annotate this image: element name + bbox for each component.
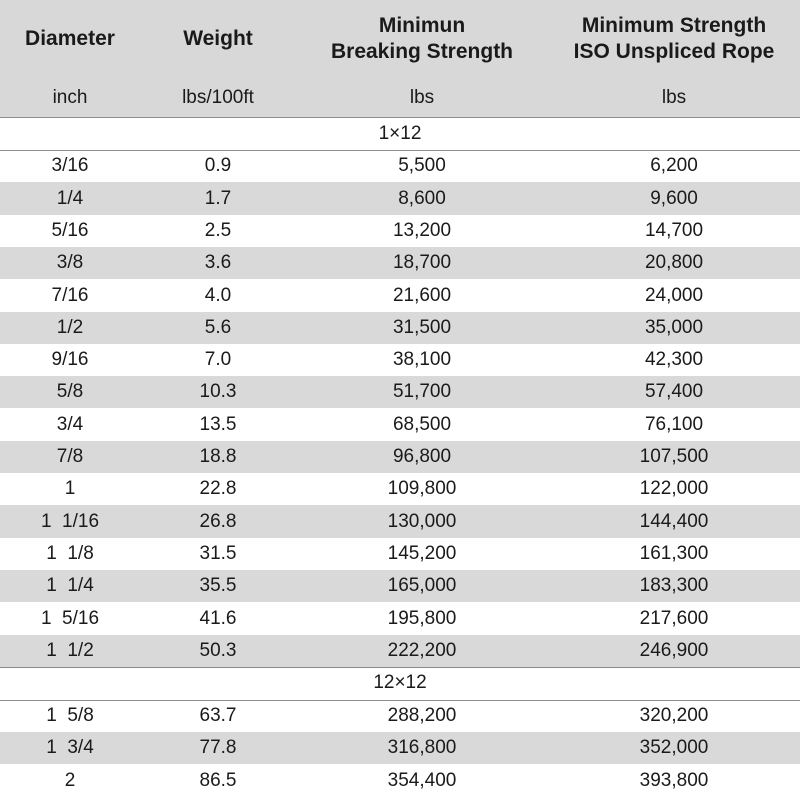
table-row (0, 505, 800, 538)
cell-iso-strength: 246,900 (639, 640, 709, 661)
cell-weight: 2.5 (204, 220, 232, 241)
cell-weight: 31.5 (199, 543, 237, 564)
cell-weight: 7.0 (204, 349, 232, 370)
table-row (0, 215, 800, 247)
cell-diameter: 3/16 (51, 155, 89, 176)
cell-diameter: 7/16 (51, 284, 89, 306)
cell-diameter: 5/16 (51, 220, 89, 241)
cell-iso-strength: 57,400 (644, 381, 704, 402)
table-row (0, 344, 800, 376)
section-title-row (0, 117, 800, 150)
cell-diameter: 9/16 (51, 349, 89, 370)
cell-diameter: 1 1/8 (46, 543, 94, 564)
header-row (0, 0, 800, 78)
table-row (0, 182, 800, 215)
cell-diameter: 1 1/2 (46, 640, 94, 661)
cell-weight: 5.6 (204, 317, 232, 338)
cell-diameter: 1 3/4 (46, 737, 94, 758)
cell-iso-strength: 42,300 (644, 349, 704, 370)
cell-diameter: 1 (64, 478, 76, 499)
cell-diameter: 1/2 (56, 317, 84, 338)
header-diameter: Diameter (25, 27, 115, 50)
unit-breaking-strength: lbs (409, 86, 435, 108)
cell-weight: 18.8 (199, 446, 237, 467)
cell-diameter: 1/4 (56, 187, 84, 209)
cell-breaking-strength: 18,700 (392, 252, 452, 273)
cell-iso-strength: 393,800 (639, 769, 709, 791)
cell-iso-strength: 35,000 (644, 317, 704, 338)
cell-breaking-strength: 31,500 (392, 317, 452, 338)
cell-iso-strength: 320,200 (639, 705, 709, 726)
cell-breaking-strength: 51,700 (392, 381, 452, 402)
cell-iso-strength: 24,000 (644, 284, 704, 306)
cell-iso-strength: 161,300 (639, 543, 709, 564)
cell-diameter: 7/8 (56, 446, 84, 467)
header-iso-strength: Minimum Strength ISO Unspliced Rope (573, 14, 775, 63)
table-row (0, 150, 800, 182)
cell-weight: 35.5 (199, 575, 237, 596)
table-row (0, 570, 800, 602)
cell-diameter: 3/8 (56, 252, 84, 273)
cell-breaking-strength: 145,200 (387, 543, 457, 564)
cell-weight: 41.6 (199, 607, 237, 629)
cell-iso-strength: 144,400 (639, 510, 709, 532)
cell-weight: 50.3 (199, 640, 237, 661)
unit-diameter: inch (52, 86, 88, 108)
cell-weight: 26.8 (199, 510, 237, 532)
cell-iso-strength: 20,800 (644, 252, 704, 273)
cell-breaking-strength: 354,400 (387, 769, 457, 791)
section-divider-bottom (0, 700, 800, 701)
cell-iso-strength: 183,300 (639, 575, 709, 596)
cell-diameter: 1 1/16 (40, 510, 100, 532)
table-row (0, 408, 800, 441)
section-title-row (0, 667, 800, 700)
header-breaking-strength: Minimun Breaking Strength (330, 14, 514, 63)
cell-weight: 63.7 (199, 705, 237, 726)
cell-weight: 3.6 (204, 252, 232, 273)
cell-weight: 77.8 (199, 737, 237, 758)
cell-weight: 22.8 (199, 478, 237, 499)
table-row (0, 732, 800, 764)
table-row (0, 247, 800, 279)
cell-breaking-strength: 130,000 (387, 510, 457, 532)
unit-weight: lbs/100ft (182, 86, 254, 108)
cell-breaking-strength: 38,100 (392, 349, 452, 370)
cell-iso-strength: 107,500 (639, 446, 709, 467)
cell-iso-strength: 6,200 (650, 155, 698, 176)
table-row (0, 376, 800, 408)
table-row (0, 602, 800, 635)
cell-diameter: 1 5/16 (40, 607, 100, 629)
cell-weight: 1.7 (204, 187, 232, 209)
cell-iso-strength: 122,000 (639, 478, 709, 499)
table-row (0, 764, 800, 797)
table-row (0, 700, 800, 732)
cell-breaking-strength: 13,200 (392, 220, 452, 241)
cell-diameter: 1 5/8 (46, 705, 94, 726)
cell-iso-strength: 352,000 (639, 737, 709, 758)
cell-breaking-strength: 8,600 (398, 187, 446, 209)
table-row (0, 473, 800, 505)
units-row (0, 78, 800, 117)
cell-breaking-strength: 165,000 (387, 575, 457, 596)
unit-iso-strength: lbs (661, 86, 687, 108)
section-divider-top (0, 667, 800, 668)
section-title: 1×12 (378, 122, 422, 144)
cell-breaking-strength: 195,800 (387, 607, 457, 629)
cell-iso-strength: 217,600 (639, 607, 709, 629)
section-divider-top (0, 117, 800, 118)
table-row (0, 441, 800, 473)
table-row (0, 538, 800, 570)
table-row (0, 279, 800, 312)
cell-diameter: 5/8 (56, 381, 84, 402)
header-weight: Weight (183, 27, 253, 50)
cell-diameter: 3/4 (56, 413, 84, 435)
section-title: 12×12 (373, 672, 427, 694)
cell-diameter: 1 1/4 (46, 575, 94, 596)
cell-breaking-strength: 68,500 (392, 413, 452, 435)
cell-breaking-strength: 5,500 (398, 155, 446, 176)
cell-breaking-strength: 96,800 (392, 446, 452, 467)
cell-breaking-strength: 21,600 (392, 284, 452, 306)
cell-breaking-strength: 288,200 (387, 705, 457, 726)
cell-iso-strength: 76,100 (644, 413, 704, 435)
cell-diameter: 2 (64, 769, 76, 791)
cell-weight: 0.9 (204, 155, 232, 176)
table-row (0, 312, 800, 344)
section-divider-bottom (0, 150, 800, 151)
cell-iso-strength: 9,600 (650, 187, 698, 209)
cell-weight: 10.3 (199, 381, 237, 402)
cell-weight: 86.5 (199, 769, 237, 791)
cell-breaking-strength: 109,800 (387, 478, 457, 499)
cell-iso-strength: 14,700 (644, 220, 704, 241)
cell-breaking-strength: 222,200 (387, 640, 457, 661)
cell-weight: 4.0 (204, 284, 232, 306)
table-row (0, 635, 800, 667)
cell-breaking-strength: 316,800 (387, 737, 457, 758)
cell-weight: 13.5 (199, 413, 237, 435)
